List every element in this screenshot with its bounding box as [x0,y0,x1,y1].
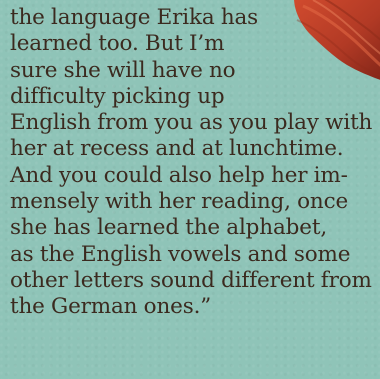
text-line: as the English vowels and some [10,241,351,267]
text-line: mensely with her reading, once [10,189,349,215]
text-line: difficulty picking up [10,83,225,109]
text-line: she has learned the alphabet, [10,215,328,241]
text-line: the German ones.” [10,294,212,320]
text-line: English from you as you play with [10,110,373,136]
text-line: the language Erika has [10,5,259,30]
story-text [10,5,378,321]
text-line: her at recess and at lunchtime. [10,136,344,162]
text-line: And you could also help her im- [10,162,348,188]
text-line: sure she will have no [10,57,236,83]
text-line: other letters sound different from [10,267,372,293]
text-line: learned too. But I’m [10,31,225,57]
